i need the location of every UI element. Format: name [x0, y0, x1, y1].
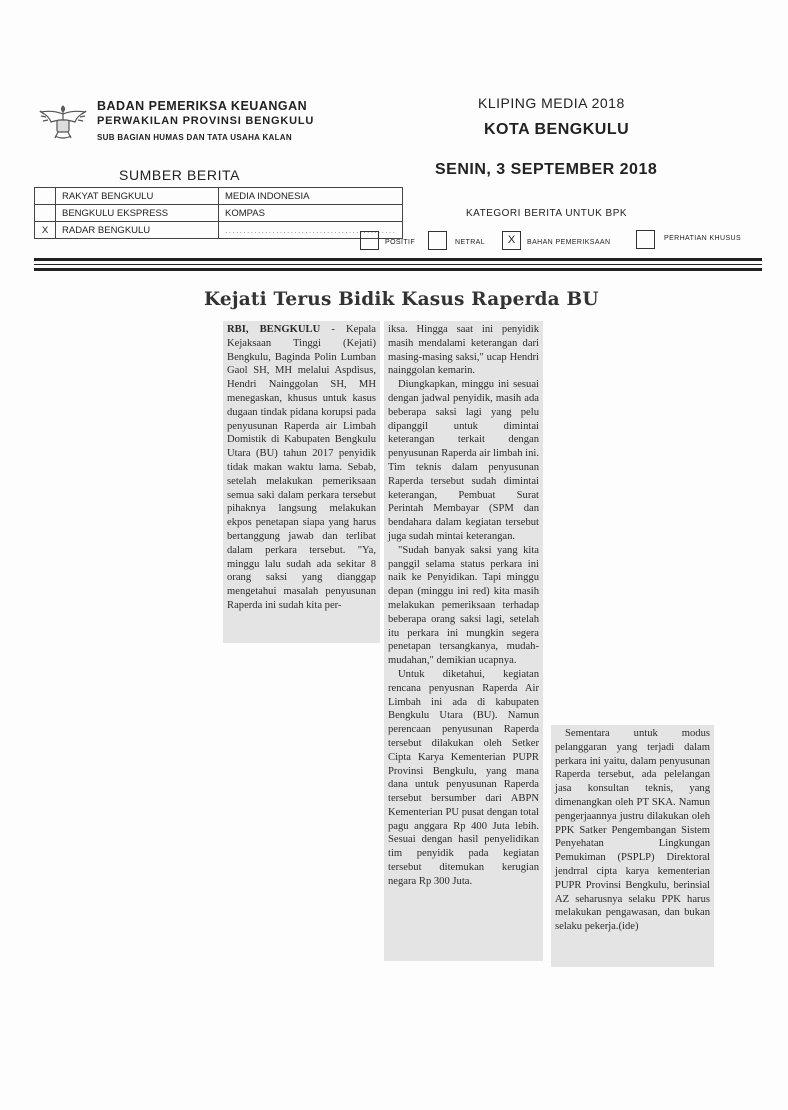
- article-paragraph: "Sudah banyak saksi yang kita panggil selama status perkara ini naik ke Penyidikan. Tapi minggu depan (minggu ini red) kita masih melakukan pemeriksaan terhadap beberapa orang saksi lagi, setelah itu perkara ini mungkin segera penetapan tersangkanya, mudah-mudahan," demikian ucapnya.: [388, 544, 539, 667]
- city-title: KOTA BENGKULU: [484, 121, 630, 138]
- org-branch: PERWAKILAN PROVINSI BENGKULU: [97, 115, 315, 127]
- org-name: BADAN PEMERIKSA KEUANGAN: [97, 99, 308, 113]
- header-divider: [34, 268, 762, 271]
- source-name: RAKYAT BENGKULU: [56, 188, 219, 205]
- source-name-blank: ...............................................: [219, 222, 403, 239]
- article-dateline: RBI, BENGKULU: [227, 324, 321, 335]
- category-title: KATEGORI BERITA UNTUK BPK: [466, 208, 628, 219]
- article-paragraph: - Kepala Kejaksaan Tinggi (Kejati) Bengkulu, Baginda Polin Lumban Gaol SH, MH melalui Aspdisus, Hendri Nainggolan SH, MH menegaskan, khusus untuk kasus dugaan tindak pidana korupsi pada penyusunan Raperda air Limbah Domistik di Kabupaten Bengkulu Utara (BU) tahun 2017 penyidik tidak makan waktu lama. Sebab, setelah melakukan pemeriksaan semua saki dalam perkara tersebut pihaknya langsung melakukan ekpos penetapan siapa yang harus bertanggung jawab dan terlibat dalam perkara tersebut. "Ya, minggu lalu sudah ada sekitar 8 orang saksi yang dianggap mengetahui masalah penyusunan Raperda ini sudah kita per-: [227, 324, 376, 611]
- source-mark: X: [35, 222, 56, 239]
- article-column-1: [223, 321, 380, 643]
- article-headline: Kejati Terus Bidik Kasus Raperda BU: [204, 289, 599, 310]
- header-divider-thin: [34, 264, 762, 265]
- article-column-2: [384, 321, 543, 961]
- article-paragraph: iksa. Hingga saat ini penyidik masih mendalami keterangan dari masing-masing saksi," ucap Hendri nainggolan kemarin.: [388, 324, 539, 377]
- header-divider: [34, 258, 762, 261]
- article-paragraph: Sementara untuk modus pelanggaran yang terjadi dalam perkara ini yaitu, dalam penyusunan Raperda tersebut, ada pelelangan jasa konsultan teknis, yang dimenangkan oleh PT SKA. Namun pengerjaannya justru dilakukan oleh PPK Satker Pengembangan Sistem Penyehatan Lingkungan Pemukiman (PSPLP) Direktoral jendrral cipta karya kementerian PUPR Provinsi Bengkulu, berinsial AZ seharusnya selaku PPK harus melakukan pengawasan, dan bukan selaku pekerja.(ide): [555, 728, 710, 933]
- category-checkbox-bahan-pemeriksaan: X: [502, 231, 521, 250]
- kliping-title: KLIPING MEDIA 2018: [478, 95, 625, 111]
- clipping-date: SENIN, 3 SEPTEMBER 2018: [435, 161, 658, 178]
- article-paragraph: Diungkapkan, minggu ini sesuai dengan jadwal penyidik, masih ada beberapa saksi lagi yang pelu dipanggil untuk dimintai keterangan terkait dengan penyusunan Raperda air limbah ini. Tim teknis dalam penyusunan Raperda tersebut sudah dimintai keterangan, Pembuat Surat Perintah Membayar (SPM dan bendahara dalam kegiatan tersebut juga sudah mintai keterangan.: [388, 379, 539, 542]
- category-label: POSITIF: [385, 239, 416, 246]
- category-checkbox-positif: [360, 231, 379, 250]
- category-label: NETRAL: [455, 239, 486, 246]
- source-row: [35, 222, 403, 239]
- article-paragraph: Untuk diketahui, kegiatan rencana penyusnan Raperda Air Limbah ini ada di kabupaten Bengkulu Utara (BU). Namun perencaan penyusunan Raperda tersebut dilakukan oleh Setker Cipta Karya Kementerian PUPR Provinsi Bengkulu, yang mana dana untuk penyusunan Raperda tersebut bersumber dari ABPN Kementerian PU pusat dengan total pagu anggara Rp 400 Juta lebih. Sesuai dengan hasil penyelidikan tim penyidik pada kegiatan tersebut ditemukan kerugian negara Rp 300 Juta.: [388, 668, 539, 887]
- source-table: [34, 187, 403, 239]
- garuda-emblem-logo: [34, 92, 92, 150]
- source-name: BENGKULU EKSPRESS: [56, 205, 219, 222]
- category-label: PERHATIAN KHUSUS: [664, 235, 742, 242]
- source-mark: [35, 188, 56, 205]
- source-name: RADAR BENGKULU: [56, 222, 219, 239]
- source-section-title: SUMBER BERITA: [119, 167, 241, 183]
- category-checkbox-perhatian-khusus: [636, 230, 655, 249]
- article-column-3: [551, 725, 714, 967]
- org-subsection: SUB BAGIAN HUMAS DAN TATA USAHA KALAN: [97, 133, 292, 142]
- source-name: MEDIA INDONESIA: [219, 188, 403, 205]
- category-label: BAHAN PEMERIKSAAN: [527, 239, 611, 246]
- category-checkbox-netral: [428, 231, 447, 250]
- source-name: KOMPAS: [219, 205, 403, 222]
- source-row: [35, 205, 403, 222]
- source-row: [35, 188, 403, 205]
- source-mark: [35, 205, 56, 222]
